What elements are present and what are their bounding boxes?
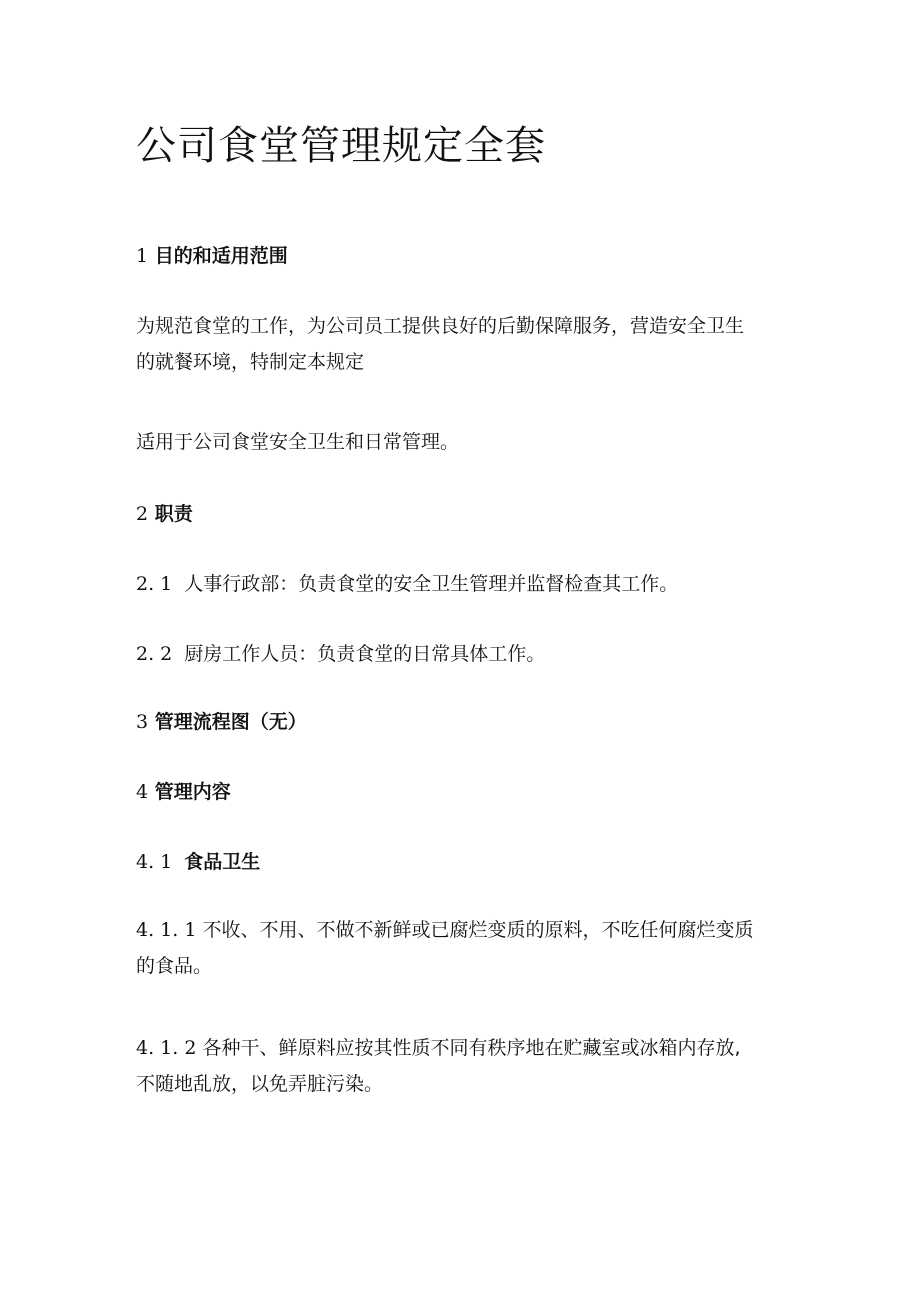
section-heading-4 — [136, 774, 796, 810]
document-title: 公司食堂管理规定全套 — [136, 123, 546, 169]
item-line: 的食品。 — [136, 955, 213, 977]
paragraph-line: 适用于公司食堂安全卫生和日常管理。 — [136, 431, 460, 453]
item-number: 4. 1. 1 — [136, 919, 197, 941]
paragraph-line: 的就餐环境，特制定本规定 — [136, 351, 365, 373]
section-title: 管理内容 — [154, 781, 231, 803]
item-2-2 — [136, 636, 796, 672]
item-number: 2. 1 — [136, 573, 173, 595]
section-number: 1 — [136, 245, 149, 267]
item-text: 各种干、鲜原料应按其性质不同有秩序地在贮藏室或冰箱内存放, — [202, 1037, 741, 1059]
paragraph-scope — [136, 424, 796, 460]
section-number: 2 — [136, 503, 149, 525]
item-line — [136, 912, 796, 948]
section-number: 4. 1 — [136, 851, 173, 873]
section-title: 目的和适用范围 — [154, 245, 288, 267]
paragraph-purpose — [136, 308, 796, 380]
section-number: 3 — [136, 711, 149, 733]
section-heading-1 — [136, 238, 796, 274]
item-text: 厨房工作人员：负责食堂的日常具体工作。 — [184, 643, 546, 665]
item-number: 2. 2 — [136, 643, 173, 665]
item-2-1 — [136, 566, 796, 602]
item-text: 人事行政部：负责食堂的安全卫生管理并监督检查其工作。 — [184, 573, 679, 595]
section-heading-4-1 — [136, 844, 796, 880]
section-title: 管理流程图（无） — [154, 711, 307, 733]
item-line: 不随地乱放，以免弄脏污染。 — [136, 1073, 384, 1095]
item-4-1-2 — [136, 1030, 796, 1102]
paragraph-line: 为规范食堂的工作，为公司员工提供良好的后勤保障服务，营造安全卫生 — [136, 315, 745, 337]
item-4-1-1 — [136, 912, 796, 984]
item-line — [136, 1030, 796, 1066]
item-line — [136, 566, 796, 602]
section-title: 食品卫生 — [184, 851, 261, 873]
section-number: 4 — [136, 781, 149, 803]
section-heading-3 — [136, 704, 796, 740]
section-title: 职责 — [154, 503, 193, 525]
section-heading-2 — [136, 496, 796, 532]
item-text: 不收、不用、不做不新鲜或已腐烂变质的原料，不吃任何腐烂变质 — [202, 919, 754, 941]
item-number: 4. 1. 2 — [136, 1037, 197, 1059]
item-line — [136, 636, 796, 672]
